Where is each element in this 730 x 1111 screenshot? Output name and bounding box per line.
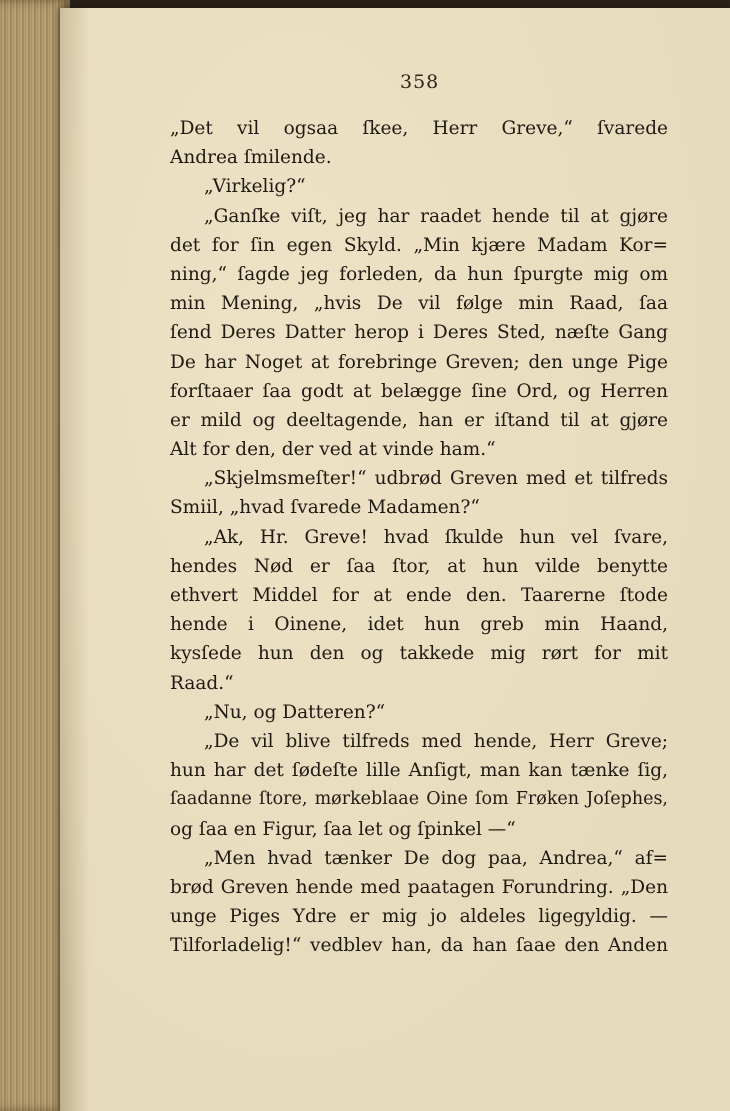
text-line: ſaadanne ſtore, mørkeblaae Oine ſom Frøken Joſephes, — [170, 789, 668, 810]
text-line: Alt for den, der ved at vinde ham.“ — [170, 439, 496, 461]
text-line: ning,“ ſagde jeg forleden, da hun ſpurgte mig om — [170, 263, 668, 285]
text-line: min Mening, „hvis De vil følge min Raad, ſaa — [170, 293, 668, 315]
text-line: „Det vil ogsaa ſkee, Herr Greve,“ ſvarede — [170, 118, 668, 139]
text-line: og ſaa en Figur, ſaa let og ſpinkel —“ — [170, 818, 516, 840]
text-line: De har Noget at forebringe Greven; den unge Pige — [170, 351, 668, 373]
text-line: ſend Deres Datter herop i Deres Sted, næſte Gang — [170, 322, 668, 344]
text-line: Tilforladelig!“ vedblev han, da han ſaae den Anden — [170, 935, 668, 957]
text-line: det for ſin egen Skyld. „Min kjære Madam Kor= — [170, 234, 668, 256]
text-line: Andrea ſmilende. — [170, 147, 332, 169]
text-line: „Men hvad tænker De dog paa, Andrea,“ af= — [204, 847, 668, 869]
text-line: hende i Oinene, idet hun greb min Haand, — [170, 614, 668, 636]
body-text — [170, 114, 668, 960]
text-line: brød Greven hende med paatagen Forundring. „Den — [170, 876, 668, 898]
text-line: Raad.“ — [170, 672, 234, 694]
text-line: „Ak, Hr. Greve! hvad ſkulde hun vel ſvare, — [204, 526, 668, 548]
text-line: „Skjelmsmeſter!“ udbrød Greven med et tilfreds — [204, 468, 668, 490]
text-line: „Ganſke viſt, jeg har raadet hende til at gjøre — [204, 205, 668, 227]
text-line: „De vil blive tilfreds med hende, Herr Greve; — [204, 730, 668, 752]
text-line: forſtaaer ſaa godt at belægge ſine Ord, og Herren — [170, 380, 668, 402]
text-line: Smiil, „hvad ſvarede Madamen?“ — [170, 497, 480, 519]
text-line: kysſede hun den og takkede mig rørt for mit — [170, 643, 668, 665]
text-line: unge Piges Ydre er mig jo aldeles ligegyldig. — — [170, 906, 668, 928]
text-line: ethvert Middel for at ende den. Taarerne ſtode — [170, 585, 668, 606]
page-number: 358 — [400, 71, 440, 93]
text-line: hun har det ſødeſte lille Anſigt, man kan tænke ſig, — [170, 760, 668, 782]
text-line: er mild og deeltagende, han er iſtand til at gjøre — [170, 409, 668, 431]
text-line: hendes Nød er ſaa ſtor, at hun vilde benytte — [170, 555, 668, 577]
text-line: „Nu, og Datteren?“ — [204, 701, 386, 723]
text-line: „Virkelig?“ — [204, 176, 306, 198]
